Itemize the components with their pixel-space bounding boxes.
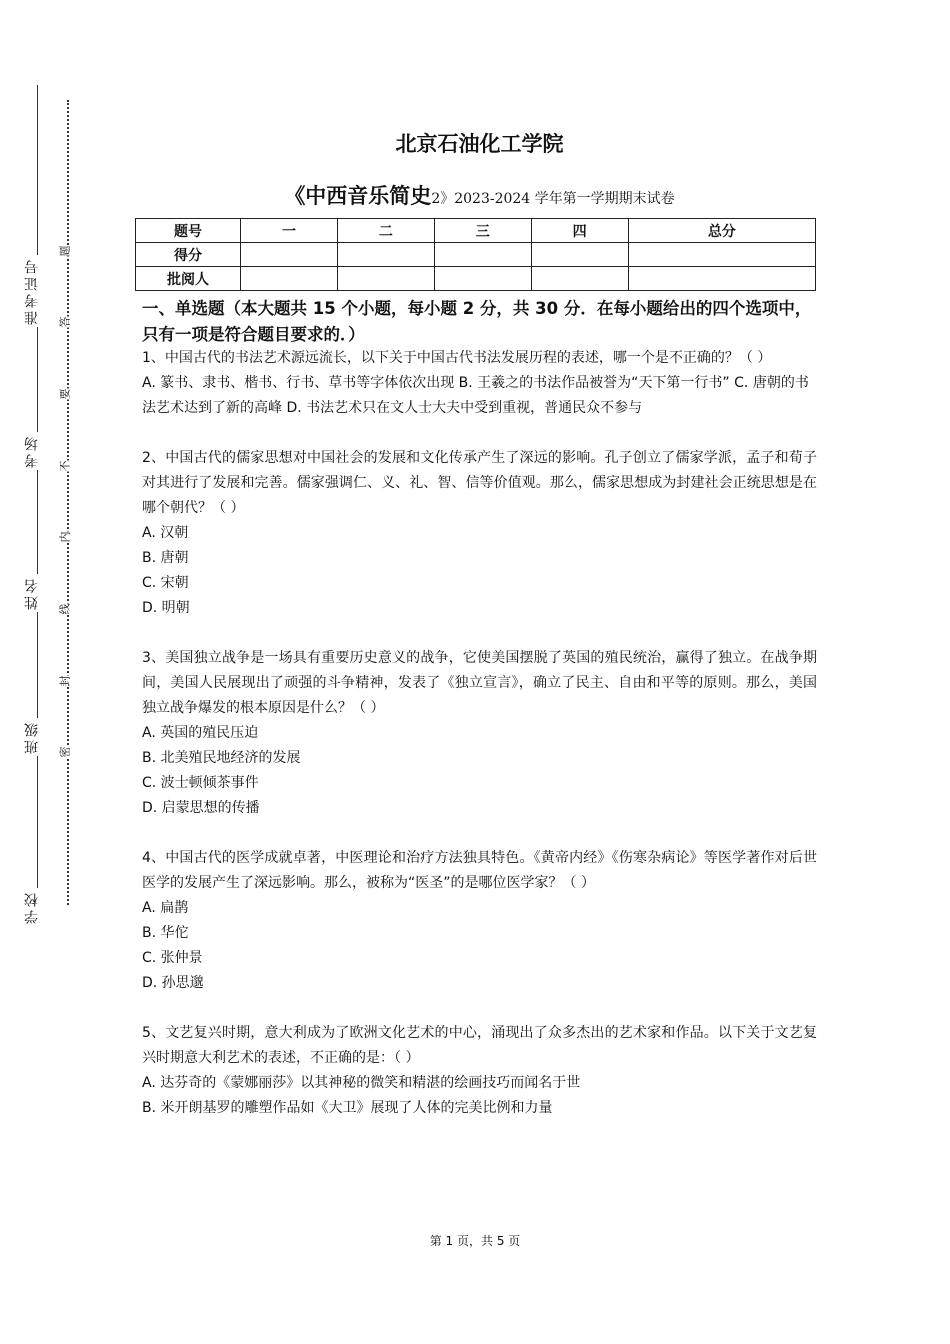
option-d: D. 孙思邈 xyxy=(142,975,204,991)
score-cell[interactable] xyxy=(628,267,815,291)
exam-title xyxy=(142,180,817,210)
question-stem: 2、中国古代的儒家思想对中国社会的发展和文化传承产生了深远的影响。孔子创立了儒家学派，孟子和荀子对其进行了发展和完善。儒家强调仁、义、礼、智、信等价值观。那么，儒家思想成为封建社会正统思想是在哪个朝代？（ ） xyxy=(142,450,817,516)
question-stem: 5、文艺复兴时期，意大利成为了欧洲文化艺术的中心，涌现出了众多杰出的艺术家和作品。以下关于文艺复兴时期意大利艺术的表述，不正确的是：（ ） xyxy=(142,1025,817,1066)
school-label: 学校 xyxy=(24,890,40,924)
option-b: B. 华佗 xyxy=(142,925,189,941)
seal-char: 密 xyxy=(58,746,72,758)
question-stem: 1、中国古代的书法艺术源远流长，以下关于中国古代书法发展历程的表述，哪一个是不正确的？（ ） xyxy=(142,350,772,366)
school-name: 北京石油化工学院 xyxy=(395,132,564,156)
score-row-label: 得分 xyxy=(136,243,241,267)
score-cell[interactable] xyxy=(434,267,531,291)
binding-solid-line xyxy=(37,85,38,925)
option-a: A. 英国的殖民压迫 xyxy=(142,725,259,741)
score-table xyxy=(135,218,816,291)
option-c: C. 张仲景 xyxy=(142,950,203,966)
score-header-cell: 二 xyxy=(337,219,434,243)
name-label: 姓名 xyxy=(24,576,40,610)
question-list xyxy=(142,346,817,1146)
option-d: D. 明朝 xyxy=(142,600,190,616)
score-cell[interactable] xyxy=(337,267,434,291)
class-label: 班级 xyxy=(24,720,40,754)
question-stem: 3、美国独立战争是一场具有重要历史意义的战争，它使美国摆脱了英国的殖民统治，赢得了独立。在战争期间，美国人民展现出了顽强的斗争精神，发表了《独立宣言》，确立了民主、自由和平等的原则。那么，美国独立战争爆发的根本原因是什么？（ ） xyxy=(142,650,817,716)
seal-char: 线 xyxy=(58,603,72,615)
seal-char: 题 xyxy=(58,245,72,257)
option-d: D. 启蒙思想的传播 xyxy=(142,800,260,816)
option-c: C. 波士顿倾茶事件 xyxy=(142,775,259,791)
question-4 xyxy=(142,846,817,996)
seal-char: 要 xyxy=(58,388,72,400)
binding-margin xyxy=(0,0,110,1344)
question-3 xyxy=(142,646,817,821)
seal-char: 内 xyxy=(58,531,72,543)
question-1 xyxy=(142,346,817,421)
question-5 xyxy=(142,1021,817,1121)
option-c: C. 宋朝 xyxy=(142,575,189,591)
score-cell[interactable] xyxy=(434,243,531,267)
seal-char: 答 xyxy=(58,316,72,328)
score-cell[interactable] xyxy=(337,243,434,267)
score-header-cell: 题号 xyxy=(136,219,241,243)
option-a: A. 达芬奇的《蒙娜丽莎》以其神秘的微笑和精湛的绘画技巧而闻名于世 xyxy=(142,1075,581,1091)
score-cell[interactable] xyxy=(628,243,815,267)
option-b: B. 米开朗基罗的雕塑作品如《大卫》展现了人体的完美比例和力量 xyxy=(142,1100,553,1116)
section-heading: 一、单选题（本大题共 15 个小题，每小题 2 分，共 30 分．在每小题给出的四个选项中，只有一项是符合题目要求的．） xyxy=(142,299,812,344)
question-2 xyxy=(142,446,817,621)
page-footer: 第 1 页，共 5 页 xyxy=(429,1234,521,1248)
question-stem: 4、中国古代的医学成就卓著，中医理论和治疗方法独具特色。《黄帝内经》《伤寒杂病论》等医学著作对后世医学的发展产生了深远影响。那么，被称为“医圣”的是哪位医学家？（ ） xyxy=(142,850,817,891)
score-header-cell: 一 xyxy=(241,219,338,243)
score-table-row xyxy=(136,243,816,267)
score-header-cell: 三 xyxy=(434,219,531,243)
question-options: A. 篆书、隶书、楷书、行书、草书等字体依次出现 B. 王羲之的书法作品被誉为“天下第一行书” C. 唐朝的书法艺术达到了新的高峰 D. 书法艺术只在文人士大夫中受到重视，普通民众不参与 xyxy=(142,375,809,416)
seal-char: 封 xyxy=(58,675,72,687)
score-table-row xyxy=(136,267,816,291)
exam-title-main: 《中西音乐简史 xyxy=(284,184,432,208)
option-a: A. 扁鹊 xyxy=(142,900,189,916)
seal-char: 不 xyxy=(58,460,72,472)
score-header-cell: 四 xyxy=(531,219,628,243)
seal-dotted-line xyxy=(67,100,69,905)
option-a: A. 汉朝 xyxy=(142,525,189,541)
option-b: B. 唐朝 xyxy=(142,550,189,566)
score-cell[interactable] xyxy=(241,243,338,267)
score-table-header-row xyxy=(136,219,816,243)
score-cell[interactable] xyxy=(531,267,628,291)
exam-title-rest: 2》2023-2024 学年第一学期期末试卷 xyxy=(431,191,675,207)
score-header-cell: 总分 xyxy=(628,219,815,243)
score-cell[interactable] xyxy=(531,243,628,267)
option-b: B. 北美殖民地经济的发展 xyxy=(142,750,301,766)
exam-room-label: 考场 xyxy=(24,434,40,468)
score-row-label: 批阅人 xyxy=(136,267,241,291)
exam-id-label: 准考证号 xyxy=(24,257,40,325)
score-cell[interactable] xyxy=(241,267,338,291)
